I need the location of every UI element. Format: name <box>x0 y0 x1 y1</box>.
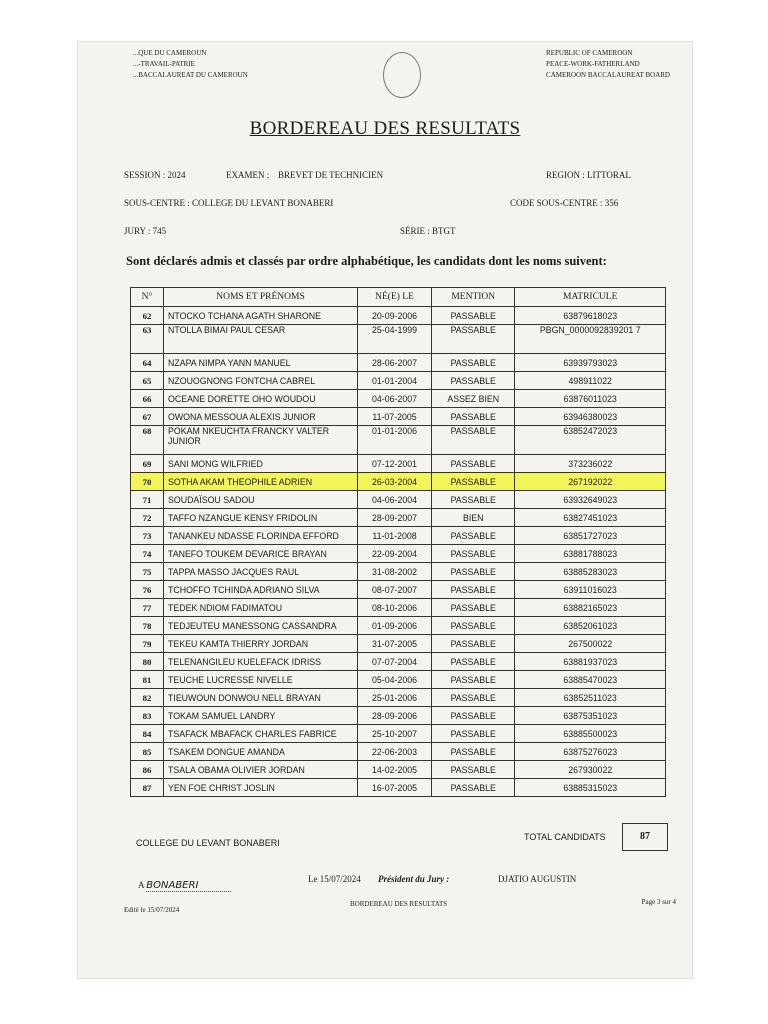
cell-mention: PASSABLE <box>432 671 515 689</box>
cell-matricule: 63827451023 <box>515 509 666 527</box>
cell-mention: PASSABLE <box>432 426 515 455</box>
cell-birthdate: 25-10-2007 <box>358 725 432 743</box>
cell-number: 70 <box>131 473 164 491</box>
cell-matricule: 63876011023 <box>515 390 666 408</box>
cell-birthdate: 22-09-2004 <box>358 545 432 563</box>
cell-matricule: 63852472023 <box>515 426 666 455</box>
cell-name: TOKAM SAMUEL LANDRY <box>164 707 358 725</box>
cell-birthdate: 28-09-2006 <box>358 707 432 725</box>
cell-number: 66 <box>131 390 164 408</box>
cell-matricule: 267192022 <box>515 473 666 491</box>
cell-name: TAFFO NZANGUE KENSY FRIDOLIN <box>164 509 358 527</box>
cell-birthdate: 08-07-2007 <box>358 581 432 599</box>
cell-mention: PASSABLE <box>432 779 515 797</box>
cell-name: TAPPA MASSO JACQUES RAUL <box>164 563 358 581</box>
cell-mention: PASSABLE <box>432 725 515 743</box>
cell-name: TELENANGILEU KUELEFACK IDRISS <box>164 653 358 671</box>
cell-number: 77 <box>131 599 164 617</box>
intro-text: Sont déclarés admis et classés par ordre alphabétique, les candidats dont les noms suivent: <box>126 254 607 268</box>
cell-mention: PASSABLE <box>432 372 515 390</box>
document-title: BORDEREAU DES RESULTATS <box>249 118 521 139</box>
cell-birthdate: 04-06-2007 <box>358 390 432 408</box>
cell-matricule: 63881937023 <box>515 653 666 671</box>
cell-birthdate: 05-04-2006 <box>358 671 432 689</box>
cell-birthdate: 25-01-2006 <box>358 689 432 707</box>
cell-matricule: 63939793023 <box>515 354 666 372</box>
cell-name: NTOLLA BIMAI PAUL CESAR <box>164 325 358 354</box>
col-matricule: MATRICULE <box>515 288 666 307</box>
table-row <box>131 455 666 473</box>
table-row <box>131 545 666 563</box>
cell-birthdate: 14-02-2005 <box>358 761 432 779</box>
cell-matricule: 63882165023 <box>515 599 666 617</box>
edited-date: Edité le 15/07/2024 <box>124 906 180 914</box>
col-names: NOMS ET PRÉNOMS <box>164 288 358 307</box>
jury: JURY : 745 <box>124 226 167 236</box>
table-row <box>131 426 666 455</box>
table-row <box>131 509 666 527</box>
region: REGION : LITTORAL <box>546 170 631 180</box>
cell-number: 86 <box>131 761 164 779</box>
table-row <box>131 671 666 689</box>
results-table <box>130 287 666 797</box>
series: SÉRIE : BTGT <box>400 226 456 236</box>
cell-birthdate: 16-07-2005 <box>358 779 432 797</box>
cell-birthdate: 31-07-2005 <box>358 635 432 653</box>
cell-name: NTOCKO TCHANA AGATH SHARONE <box>164 307 358 325</box>
cell-number: 72 <box>131 509 164 527</box>
cell-mention: ASSEZ BIEN <box>432 390 515 408</box>
cell-number: 63 <box>131 325 164 354</box>
cell-matricule: 63852511023 <box>515 689 666 707</box>
cell-matricule: 63932649023 <box>515 491 666 509</box>
cell-name: TANEFO TOUKEM DEVARICE BRAYAN <box>164 545 358 563</box>
col-mention: MENTION <box>432 288 515 307</box>
place-line <box>138 880 231 892</box>
cell-birthdate: 28-06-2007 <box>358 354 432 372</box>
cell-number: 73 <box>131 527 164 545</box>
table-row <box>131 725 666 743</box>
cell-number: 78 <box>131 617 164 635</box>
cell-matricule: 267500022 <box>515 635 666 653</box>
cell-matricule: 373236022 <box>515 455 666 473</box>
cell-matricule: 63875276023 <box>515 743 666 761</box>
cell-mention: PASSABLE <box>432 581 515 599</box>
table-row <box>131 527 666 545</box>
cell-mention: PASSABLE <box>432 527 515 545</box>
cell-birthdate: 11-01-2008 <box>358 527 432 545</box>
cell-birthdate: 01-01-2004 <box>358 372 432 390</box>
cell-number: 76 <box>131 581 164 599</box>
cell-name: TSAKEM DONGUE AMANDA <box>164 743 358 761</box>
cell-number: 87 <box>131 779 164 797</box>
header-left-line: ...BACCALAUREAT DU CAMEROUN <box>133 71 248 79</box>
cell-mention: PASSABLE <box>432 354 515 372</box>
col-birthdate: NÉ(E) LE <box>358 288 432 307</box>
cell-mention: PASSABLE <box>432 707 515 725</box>
cell-matricule: 63885283023 <box>515 563 666 581</box>
total-label: TOTAL CANDIDATS <box>524 832 606 842</box>
cell-number: 85 <box>131 743 164 761</box>
cell-number: 64 <box>131 354 164 372</box>
cell-mention: PASSABLE <box>432 473 515 491</box>
cell-matricule: 63946380023 <box>515 408 666 426</box>
cell-name: SOTHA AKAM THEOPHILE ADRIEN <box>164 473 358 491</box>
cell-mention: PASSABLE <box>432 617 515 635</box>
president-label: Président du Jury : <box>378 874 450 884</box>
cell-mention: PASSABLE <box>432 545 515 563</box>
cell-birthdate: 31-08-2002 <box>358 563 432 581</box>
cell-mention: PASSABLE <box>432 563 515 581</box>
table-row <box>131 354 666 372</box>
total-count: 87 <box>622 823 668 851</box>
cell-mention: PASSABLE <box>432 455 515 473</box>
cell-mention: BIEN <box>432 509 515 527</box>
cell-mention: PASSABLE <box>432 689 515 707</box>
cell-mention: PASSABLE <box>432 408 515 426</box>
table-row <box>131 707 666 725</box>
seal-emblem-icon <box>383 52 421 98</box>
cell-birthdate: 22-06-2003 <box>358 743 432 761</box>
table-row <box>131 599 666 617</box>
table-row <box>131 779 666 797</box>
cell-matricule: 267930022 <box>515 761 666 779</box>
cell-name: SOUDAÏSOU SADOU <box>164 491 358 509</box>
place-signature: BONABERI <box>146 880 231 892</box>
footer-school: COLLEGE DU LEVANT BONABERI <box>136 838 280 848</box>
cell-number: 67 <box>131 408 164 426</box>
cell-matricule: 63885315023 <box>515 779 666 797</box>
cell-number: 82 <box>131 689 164 707</box>
table-row <box>131 408 666 426</box>
cell-matricule: 63885470023 <box>515 671 666 689</box>
table-row <box>131 473 666 491</box>
cell-number: 69 <box>131 455 164 473</box>
cell-name: YEN FOE CHRIST JOSLIN <box>164 779 358 797</box>
header-left <box>133 48 248 81</box>
table-header-row <box>131 288 666 307</box>
table-row <box>131 617 666 635</box>
cell-number: 68 <box>131 426 164 455</box>
session: SESSION : 2024 <box>124 170 186 180</box>
cell-birthdate: 07-07-2004 <box>358 653 432 671</box>
cell-name: TEDJEUTEU MANESSONG CASSANDRA <box>164 617 358 635</box>
cell-mention: PASSABLE <box>432 743 515 761</box>
cell-mention: PASSABLE <box>432 653 515 671</box>
cell-number: 83 <box>131 707 164 725</box>
cell-matricule: 498911022 <box>515 372 666 390</box>
cell-birthdate: 28-09-2007 <box>358 509 432 527</box>
cell-name: NZAPA NIMPA YANN MANUEL <box>164 354 358 372</box>
cell-mention: PASSABLE <box>432 599 515 617</box>
cell-name: SANI MONG WILFRIED <box>164 455 358 473</box>
cell-mention: PASSABLE <box>432 491 515 509</box>
cell-name: POKAM NKEUCHTA FRANCKY VALTER JUNIOR <box>164 426 358 455</box>
cell-number: 79 <box>131 635 164 653</box>
results-sheet <box>78 42 692 978</box>
place-label: A <box>138 880 145 890</box>
cell-birthdate: 08-10-2006 <box>358 599 432 617</box>
exam-label: EXAMEN : <box>226 170 270 180</box>
header-right <box>546 48 670 81</box>
president-name: DJATIO AUGUSTIN <box>498 874 577 884</box>
cell-matricule: 63879618023 <box>515 307 666 325</box>
cell-birthdate: 01-09-2006 <box>358 617 432 635</box>
header-left-line: ...QUE DU CAMEROUN <box>133 49 207 57</box>
table-row <box>131 325 666 354</box>
cell-name: TEUCHE LUCRESSE NIVELLE <box>164 671 358 689</box>
cell-name: TIEUWOUN DONWOU NELL BRAYAN <box>164 689 358 707</box>
cell-number: 74 <box>131 545 164 563</box>
header-right-line: PEACE-WORK-FATHERLAND <box>546 60 640 68</box>
cell-birthdate: 11-07-2005 <box>358 408 432 426</box>
cell-mention: PASSABLE <box>432 307 515 325</box>
cell-birthdate: 07-12-2001 <box>358 455 432 473</box>
sub-centre: SOUS-CENTRE : COLLEGE DU LEVANT BONABERI <box>124 198 334 208</box>
cell-name: TSALA OBAMA OLIVIER JORDAN <box>164 761 358 779</box>
cell-number: 75 <box>131 563 164 581</box>
cell-matricule: 63852061023 <box>515 617 666 635</box>
cell-number: 65 <box>131 372 164 390</box>
cell-birthdate: 01-01-2006 <box>358 426 432 455</box>
table-row <box>131 743 666 761</box>
table-row <box>131 635 666 653</box>
cell-name: TANANKEU NDASSE FLORINDA EFFORD <box>164 527 358 545</box>
exam-name: BREVET DE TECHNICIEN <box>278 170 384 180</box>
cell-name: TCHOFFO TCHINDA ADRIANO SILVA <box>164 581 358 599</box>
cell-number: 84 <box>131 725 164 743</box>
cell-name: OCEANE DORETTE OHO WOUDOU <box>164 390 358 408</box>
table-row <box>131 491 666 509</box>
table-body <box>131 307 666 797</box>
cell-number: 80 <box>131 653 164 671</box>
table-row <box>131 689 666 707</box>
cell-number: 71 <box>131 491 164 509</box>
cell-mention: PASSABLE <box>432 635 515 653</box>
sub-centre-code: CODE SOUS-CENTRE : 356 <box>510 198 619 208</box>
cell-number: 81 <box>131 671 164 689</box>
table-row <box>131 581 666 599</box>
col-number: N° <box>131 288 164 307</box>
table-row <box>131 761 666 779</box>
cell-name: NZOUOGNONG FONTCHA CABREL <box>164 372 358 390</box>
cell-matricule: 63911016023 <box>515 581 666 599</box>
cell-name: TEKEU KAMTA THIERRY JORDAN <box>164 635 358 653</box>
cell-birthdate: 20-09-2006 <box>358 307 432 325</box>
table-row <box>131 563 666 581</box>
cell-mention: PASSABLE <box>432 325 515 354</box>
cell-matricule: 63881788023 <box>515 545 666 563</box>
cell-number: 62 <box>131 307 164 325</box>
cell-name: OWONA MESSOUA ALEXIS JUNIOR <box>164 408 358 426</box>
cell-matricule: 63875351023 <box>515 707 666 725</box>
cell-name: TEDEK NDIOM FADIMATOU <box>164 599 358 617</box>
page-number: Page 3 sur 4 <box>641 898 676 906</box>
cell-matricule: 63851727023 <box>515 527 666 545</box>
cell-name: TSAFACK MBAFACK CHARLES FABRICE <box>164 725 358 743</box>
cell-birthdate: 25-04-1999 <box>358 325 432 354</box>
table-row <box>131 653 666 671</box>
cell-matricule: PBGN_0000092839201 7 <box>515 325 666 354</box>
table-row <box>131 390 666 408</box>
footer-doc-name: BORDEREAU DES RESULTATS <box>350 900 448 908</box>
cell-mention: PASSABLE <box>432 761 515 779</box>
header-left-line: ...-TRAVAIL-PATRIE <box>133 60 195 68</box>
date-line: Le 15/07/2024 <box>308 874 361 884</box>
table-row <box>131 372 666 390</box>
header-right-line: CAMEROON BACCALAUREAT BOARD <box>546 71 670 79</box>
header-right-line: REPUBLIC OF CAMEROON <box>546 49 633 57</box>
cell-birthdate: 26-03-2004 <box>358 473 432 491</box>
cell-matricule: 63885500023 <box>515 725 666 743</box>
table-row <box>131 307 666 325</box>
cell-birthdate: 04-06-2004 <box>358 491 432 509</box>
